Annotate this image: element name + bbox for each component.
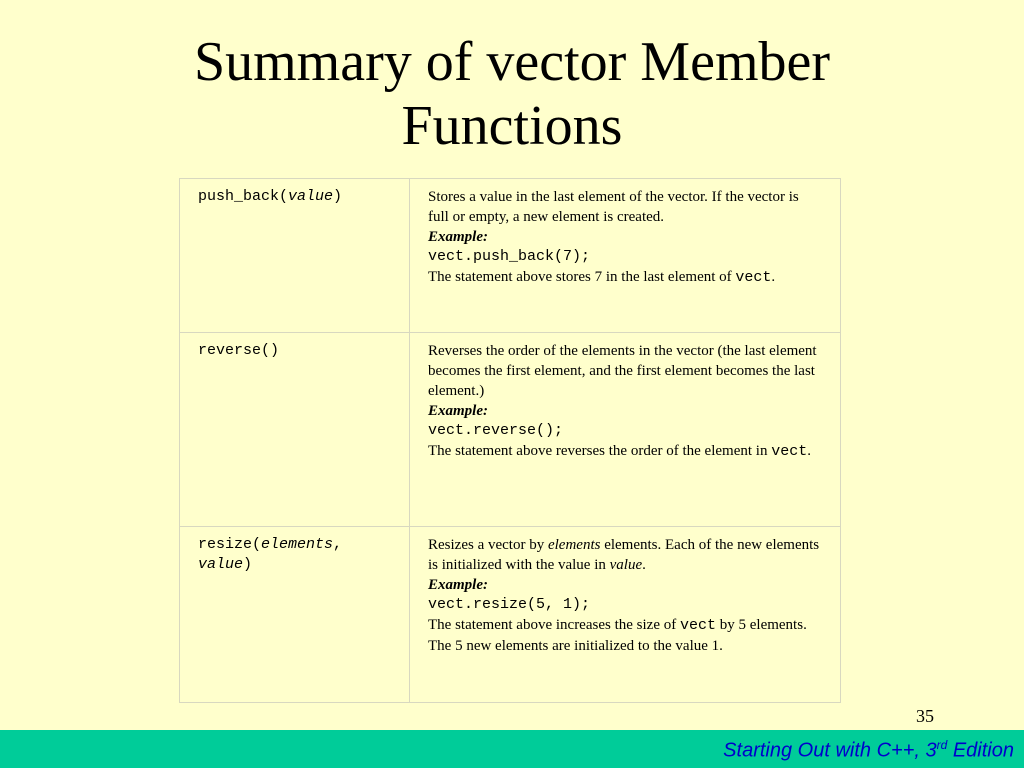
function-signature-cell (180, 333, 410, 527)
description-text-end: . (642, 557, 646, 573)
example-label: Example: (428, 403, 488, 419)
function-description-cell (410, 179, 841, 333)
table-row (180, 527, 841, 703)
function-name: resize( (198, 536, 262, 553)
table-row (180, 333, 841, 527)
description-text: Stores a value in the last element of the vector. If the vector is full or empty, a new element is created. (428, 189, 799, 225)
explanation-text-end: . (771, 269, 776, 285)
explanation-text: The statement above stores 7 in the last element of (428, 269, 736, 285)
description-argument: elements (547, 537, 601, 553)
description-text: Reverses the order of the elements in the vector (the last element becomes the first element, and the first element becomes the last element.) (428, 343, 817, 399)
example-explanation (428, 615, 820, 656)
function-name: push_back( (198, 188, 289, 205)
function-close-paren: ) (243, 556, 253, 573)
page-number: 35 (916, 706, 934, 726)
example-label: Example: (428, 229, 488, 245)
explanation-text: The statement above reverses the order of the element in (428, 443, 772, 459)
function-argument: value (288, 188, 334, 205)
table-row (180, 179, 841, 333)
function-separator: , (333, 536, 343, 553)
example-explanation (428, 267, 820, 288)
footer-text: Starting Out with C++, 3 (723, 739, 937, 762)
member-functions-table (179, 178, 841, 703)
explanation-code: vect (679, 617, 716, 634)
example-label: Example: (428, 577, 488, 593)
example-code: vect.resize(5, 1); (428, 596, 591, 613)
example-code: vect.reverse(); (428, 422, 564, 439)
footer-book-title (723, 738, 1014, 763)
function-description-cell (410, 527, 841, 703)
title-line-2: Functions (401, 95, 623, 157)
slide-title (0, 30, 1024, 158)
description-argument: value (609, 557, 643, 573)
description-text: elements. Each of the new elements is initialized with the value in (428, 537, 820, 573)
explanation-code: vect (771, 443, 808, 460)
explanation-code: vect (735, 269, 772, 286)
example-code: vect.push_back(7); (428, 248, 591, 265)
function-close-paren: ) (333, 188, 343, 205)
function-argument: elements (261, 536, 334, 553)
title-line-1: Summary of vector Member (193, 31, 831, 93)
function-argument: value (198, 556, 244, 573)
example-explanation (428, 441, 820, 462)
footer-text-end: Edition (947, 739, 1014, 762)
footer-superscript: rd (936, 738, 948, 752)
explanation-text: The statement above increases the size of (428, 617, 680, 633)
footer-bar (0, 730, 1024, 768)
function-name: reverse() (198, 342, 280, 359)
function-description-cell (410, 333, 841, 527)
description-text: Resizes a vector by (428, 537, 548, 553)
function-signature-cell (180, 527, 410, 703)
function-signature-cell (180, 179, 410, 333)
explanation-text-end: . (807, 443, 811, 459)
explanation-text-end: by 5 elements. The 5 new elements are initialized to the value 1. (428, 617, 807, 654)
